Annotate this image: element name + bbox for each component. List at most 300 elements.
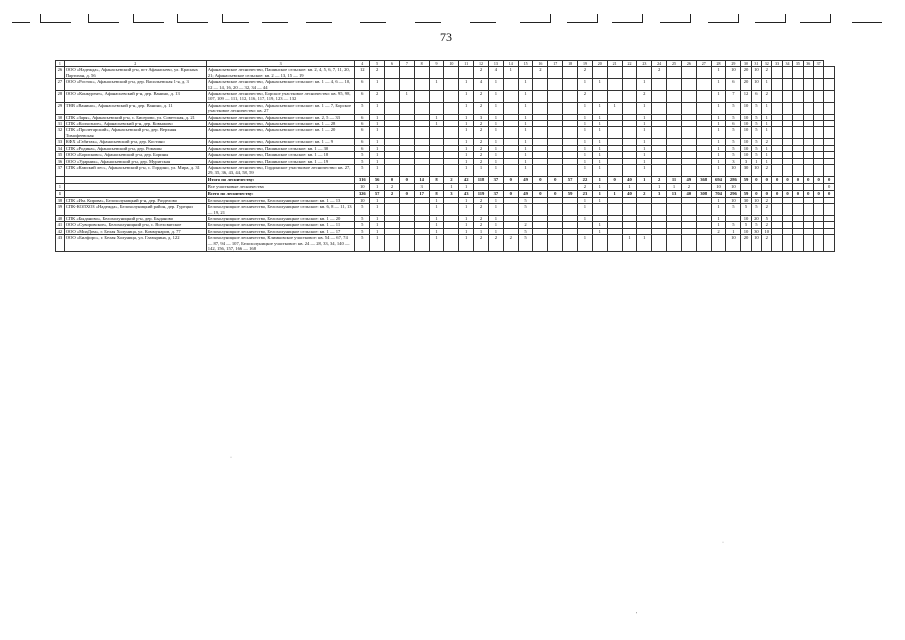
- table-cell: [824, 164, 835, 176]
- table-cell: 6: [726, 79, 741, 91]
- table-cell: 1: [637, 176, 652, 183]
- table-cell: [503, 79, 518, 91]
- table-cell: 1: [711, 152, 726, 158]
- table-cell: 1: [370, 127, 385, 139]
- table-cell: 43: [56, 235, 65, 252]
- table-cell: 5: [726, 102, 741, 114]
- table-cell: 2: [474, 102, 489, 114]
- table-cell: СПК «Заря», Афанасьевский р-н, с. Бисерово, ул. Советская, д. 21: [64, 114, 206, 120]
- table-cell: [637, 204, 652, 216]
- table-cell: 368: [696, 176, 711, 183]
- edge-mark: [12, 14, 30, 23]
- table-cell: 26: [56, 67, 65, 79]
- table-cell: 2: [637, 91, 652, 103]
- table-cell: [548, 235, 563, 252]
- table-cell: 10: [741, 114, 751, 120]
- table-cell: 0: [399, 190, 414, 197]
- table-cell: 10: [751, 67, 761, 79]
- column-header: 11: [459, 61, 474, 67]
- table-cell: [824, 91, 835, 103]
- table-cell: СПК «Пролетарский», Афанасьевский р-н, дер. Верхняя Тимофеевская: [64, 127, 206, 139]
- table-cell: 4: [474, 79, 489, 91]
- table-cell: 1: [592, 152, 607, 158]
- scan-speck: ·: [230, 455, 232, 461]
- table-cell: 1: [370, 79, 385, 91]
- table-cell: 1: [488, 158, 503, 164]
- table-cell: 0: [533, 176, 548, 183]
- table-cell: 1: [592, 114, 607, 120]
- table-row: [56, 164, 835, 176]
- table-cell: 1: [762, 152, 772, 158]
- table-cell: 59: [741, 176, 751, 183]
- table-cell: 1: [488, 79, 503, 91]
- scan-edge-marks: [0, 0, 905, 30]
- table-cell: Всего по лесничеству:: [206, 190, 355, 197]
- table-cell: [399, 102, 414, 114]
- table-cell: 33: [56, 139, 65, 145]
- column-header: 3: [206, 61, 355, 67]
- table-cell: 1: [459, 152, 474, 158]
- table-cell: [563, 164, 578, 176]
- column-header: 24: [652, 61, 667, 67]
- table-cell: [793, 164, 803, 176]
- table-cell: [667, 102, 682, 114]
- table-cell: [696, 235, 711, 252]
- table-cell: [548, 127, 563, 139]
- table-cell: 1: [578, 114, 593, 120]
- table-cell: 1: [459, 127, 474, 139]
- table-cell: 1: [578, 164, 593, 176]
- table-cell: 2: [518, 222, 533, 228]
- table-cell: 1: [518, 102, 533, 114]
- table-cell: 30: [741, 197, 751, 203]
- table-cell: [429, 67, 444, 79]
- table-cell: 10: [726, 164, 741, 176]
- edge-mark: [755, 14, 786, 23]
- table-cell: 2: [762, 235, 772, 252]
- table-cell: ООО «Суворовское», Белохолуницкий р-н, с. Всехсвятское: [64, 222, 206, 228]
- table-cell: 5: [355, 215, 370, 221]
- table-cell: 3: [726, 158, 741, 164]
- table-cell: 0: [824, 176, 835, 183]
- column-header: 17: [548, 61, 563, 67]
- table-cell: [793, 204, 803, 216]
- table-cell: 1: [762, 158, 772, 164]
- table-cell: СПК-КОЛХОЗ «Надежда», Белохолуницкий район, дер. Гурецки: [64, 204, 206, 216]
- table-row: [56, 91, 835, 103]
- table-cell: [667, 204, 682, 216]
- table-cell: 1: [607, 190, 622, 197]
- table-cell: [444, 67, 459, 79]
- edge-mark: [40, 14, 71, 23]
- table-cell: 1: [622, 235, 637, 252]
- table-cell: 1: [488, 228, 503, 234]
- table-cell: ООО «Билфорс», г. Белая Холуница, ул. Глазырина, д. 122: [64, 235, 206, 252]
- table-cell: 49: [681, 176, 696, 183]
- table-cell: 1: [592, 139, 607, 145]
- table-cell: 1: [578, 235, 593, 252]
- table-cell: 27: [56, 79, 65, 91]
- table-cell: 5: [751, 114, 761, 120]
- table-cell: [782, 204, 792, 216]
- table-cell: 1: [578, 121, 593, 127]
- table-cell: 2: [474, 235, 489, 252]
- table-cell: 10: [741, 152, 751, 158]
- table-cell: 1: [370, 139, 385, 145]
- table-cell: 20: [741, 79, 751, 91]
- table-cell: [414, 102, 429, 114]
- table-cell: [503, 102, 518, 114]
- table-cell: 1: [488, 91, 503, 103]
- table-cell: 5: [355, 235, 370, 252]
- table-cell: 0: [548, 176, 563, 183]
- table-cell: [622, 204, 637, 216]
- table-cell: [414, 79, 429, 91]
- table-cell: 1: [637, 114, 652, 120]
- table-cell: [444, 204, 459, 216]
- table-cell: 40: [56, 215, 65, 221]
- column-header: 12: [474, 61, 489, 67]
- column-header: 16: [533, 61, 548, 67]
- table-cell: 1: [652, 183, 667, 190]
- table-cell: 10: [726, 235, 741, 252]
- table-cell: 1: [578, 102, 593, 114]
- table-cell: [444, 91, 459, 103]
- edge-mark: [567, 14, 598, 23]
- table-cell: [399, 67, 414, 79]
- table-cell: 5: [751, 222, 761, 228]
- edge-mark: [133, 14, 164, 23]
- table-cell: 1: [592, 145, 607, 151]
- table-cell: 286: [726, 176, 741, 183]
- table-cell: Белохолуницкое лесничество, Белохолуницкое сельское: кв. 1 — 17: [206, 228, 355, 234]
- table-cell: 0: [793, 190, 803, 197]
- table-cell: 1: [370, 158, 385, 164]
- total-row: [56, 176, 835, 183]
- table-cell: 5: [355, 204, 370, 216]
- table-cell: [793, 127, 803, 139]
- table-cell: [803, 164, 813, 176]
- table-cell: [793, 91, 803, 103]
- table-cell: [429, 127, 444, 139]
- table-cell: [696, 67, 711, 79]
- edge-mark: [470, 14, 496, 23]
- column-header: 21: [607, 61, 622, 67]
- table-row: [56, 204, 835, 216]
- table-cell: 1: [637, 158, 652, 164]
- table-cell: 1: [429, 215, 444, 221]
- table-cell: Белохолуницкое лесничество, Белохолуницкое сельское: кв. 1 — 20: [206, 215, 355, 221]
- edge-mark: [177, 14, 208, 23]
- table-cell: 1: [518, 164, 533, 176]
- table-cell: 38: [56, 197, 65, 203]
- table-cell: 5: [726, 204, 741, 216]
- table-cell: СПК «Камский лес», Афанасьевский р-н, с. Гордино, ул. Мира, д. 31: [64, 164, 206, 176]
- scan-speck: ·: [722, 540, 724, 546]
- table-cell: 2: [578, 67, 593, 79]
- table-cell: [533, 127, 548, 139]
- table-cell: 1: [488, 204, 503, 216]
- table-cell: 2: [488, 235, 503, 252]
- column-header: 26: [681, 61, 696, 67]
- table-cell: 2: [474, 215, 489, 221]
- table-cell: 1: [370, 152, 385, 158]
- table-cell: [681, 102, 696, 114]
- table-cell: [681, 164, 696, 176]
- table-cell: 1: [667, 183, 682, 190]
- table-cell: 10: [751, 79, 761, 91]
- table-cell: [548, 183, 563, 190]
- table-cell: ООО «МиаДом», г. Белая Холуница, ул. Коммунаров, д. 77: [64, 228, 206, 234]
- column-header: 22: [622, 61, 637, 67]
- table-cell: 1: [711, 204, 726, 216]
- table-cell: 6: [355, 91, 370, 103]
- table-cell: 1: [592, 228, 607, 234]
- edge-mark: [708, 14, 739, 23]
- table-cell: [385, 127, 400, 139]
- table-cell: [637, 67, 652, 79]
- table-cell: [793, 79, 803, 91]
- table-cell: [548, 204, 563, 216]
- total-row: [56, 190, 835, 197]
- table-cell: 1: [459, 215, 474, 221]
- table-cell: [563, 204, 578, 216]
- edge-mark: [660, 14, 691, 23]
- table-cell: [607, 164, 622, 176]
- table-cell: 3: [414, 183, 429, 190]
- table-cell: 49: [518, 190, 533, 197]
- table-cell: 1: [429, 222, 444, 228]
- table-cell: 1: [459, 102, 474, 114]
- table-cell: [563, 235, 578, 252]
- table-cell: [399, 204, 414, 216]
- table-cell: [414, 91, 429, 103]
- table-cell: 20: [741, 235, 751, 252]
- table-cell: [592, 204, 607, 216]
- table-cell: [681, 91, 696, 103]
- column-header: 36: [803, 61, 813, 67]
- table-cell: 10: [741, 127, 751, 139]
- table-cell: [64, 176, 206, 183]
- column-header: 28: [711, 61, 726, 67]
- column-header: 32: [762, 61, 772, 67]
- table-cell: [772, 91, 782, 103]
- table-cell: 2: [474, 204, 489, 216]
- table-cell: 43: [459, 190, 474, 197]
- table-cell: 0: [762, 176, 772, 183]
- table-cell: [399, 79, 414, 91]
- table-cell: 2: [711, 228, 726, 234]
- scan-speck: ': [636, 612, 638, 618]
- table-cell: [813, 102, 823, 114]
- column-header: 31: [751, 61, 761, 67]
- table-cell: 1: [592, 121, 607, 127]
- table-cell: 23: [578, 190, 593, 197]
- table-cell: 1: [711, 67, 726, 79]
- table-cell: [563, 127, 578, 139]
- table-cell: 1: [592, 158, 607, 164]
- table-cell: [533, 91, 548, 103]
- table-cell: 1: [711, 158, 726, 164]
- table-cell: 1: [592, 183, 607, 190]
- edge-mark: [360, 14, 386, 23]
- forest-allocation-table: [55, 60, 835, 252]
- table-cell: 0: [824, 183, 835, 190]
- table-cell: [533, 183, 548, 190]
- table-cell: 1: [518, 91, 533, 103]
- table-cell: 1: [503, 67, 518, 79]
- table-cell: 1: [370, 145, 385, 151]
- table-cell: [652, 235, 667, 252]
- table-cell: 1: [578, 152, 593, 158]
- table-cell: [824, 102, 835, 114]
- table-cell: [696, 183, 711, 190]
- table-cell: 6: [355, 145, 370, 151]
- table-cell: 10: [726, 183, 741, 190]
- table-cell: [813, 127, 823, 139]
- table-cell: Афанасьевское лесничество, Пашинское сельское: кв. 2, 4, 5, 6, 7, 11, 20, 21; Афанасьевское сельское: кв. 2 — 13, 15 — 19: [206, 67, 355, 79]
- table-cell: 2: [503, 235, 518, 252]
- table-cell: 1: [518, 152, 533, 158]
- table-cell: ООО «Ударник», Афанасьевский р-н, дер. Мурятская: [64, 158, 206, 164]
- table-cell: [813, 204, 823, 216]
- table-cell: [696, 127, 711, 139]
- column-header: 15: [518, 61, 533, 67]
- table-cell: 2: [762, 222, 772, 228]
- table-cell: [762, 183, 772, 190]
- column-header: 4: [355, 61, 370, 67]
- table-cell: 1: [711, 145, 726, 151]
- table-cell: 12: [741, 91, 751, 103]
- column-header: 14: [503, 61, 518, 67]
- table-cell: [444, 127, 459, 139]
- table-cell: 1: [762, 114, 772, 120]
- table-cell: [652, 79, 667, 91]
- table-cell: Итого по лесничеству:: [206, 176, 355, 183]
- table-cell: [622, 164, 637, 176]
- table-cell: Все участковые лесничества: [206, 183, 355, 190]
- table-cell: 1: [370, 121, 385, 127]
- table-cell: 17: [414, 190, 429, 197]
- table-cell: 2: [474, 145, 489, 151]
- column-header: 23: [637, 61, 652, 67]
- table-cell: [681, 235, 696, 252]
- table-cell: 2: [533, 67, 548, 79]
- table-cell: 5: [762, 215, 772, 221]
- table-cell: 1: [592, 197, 607, 203]
- table-cell: 1: [488, 222, 503, 228]
- table-cell: 10: [355, 197, 370, 203]
- table-cell: 1: [370, 164, 385, 176]
- table-cell: [803, 67, 813, 79]
- table-cell: 1: [637, 164, 652, 176]
- table-cell: [803, 91, 813, 103]
- table-cell: 10: [751, 197, 761, 203]
- table-cell: 41: [56, 222, 65, 228]
- table-cell: [533, 204, 548, 216]
- table-cell: Афанасьевское лесничество, Афанасьевское сельское: кв. 1 — 7, Борское участковое лесничество: кв. 27: [206, 102, 355, 114]
- table-cell: 1: [592, 176, 607, 183]
- table-cell: 1: [370, 204, 385, 216]
- table-cell: 2: [444, 176, 459, 183]
- table-cell: 59: [741, 190, 751, 197]
- edge-mark: [88, 14, 119, 23]
- table-cell: 1: [429, 204, 444, 216]
- table-cell: 31: [56, 121, 65, 127]
- table-cell: 49: [518, 176, 533, 183]
- table-cell: 1: [370, 183, 385, 190]
- table-cell: 6: [355, 127, 370, 139]
- column-header: 29: [726, 61, 741, 67]
- table-cell: Афанасьевское лесничество, Афанасьевское сельское: кв. 2, 5 — 33: [206, 114, 355, 120]
- table-cell: 8: [429, 190, 444, 197]
- table-cell: [793, 183, 803, 190]
- table-cell: 34: [56, 145, 65, 151]
- table-cell: 36: [56, 158, 65, 164]
- table-cell: 1: [622, 183, 637, 190]
- column-header: 19: [578, 61, 593, 67]
- table-cell: Афанасьевское лесничество, Пашинское сельское: кв. 1 — 18: [206, 152, 355, 158]
- table-cell: 56: [370, 176, 385, 183]
- table-cell: 40: [622, 190, 637, 197]
- column-header: 30: [741, 61, 751, 67]
- table-cell: 5: [355, 228, 370, 234]
- table-cell: 2: [474, 127, 489, 139]
- table-cell: [696, 102, 711, 114]
- table-cell: [782, 79, 792, 91]
- column-header: 35: [793, 61, 803, 67]
- table-cell: 5: [726, 114, 741, 120]
- column-header: 27: [696, 61, 711, 67]
- table-cell: 10: [741, 139, 751, 145]
- table-cell: 5: [518, 204, 533, 216]
- table-cell: 2: [762, 197, 772, 203]
- table-cell: 5: [751, 145, 761, 151]
- table-cell: [385, 91, 400, 103]
- table-cell: [782, 102, 792, 114]
- table-cell: [533, 164, 548, 176]
- table-cell: 2: [681, 183, 696, 190]
- table-cell: [622, 67, 637, 79]
- table-cell: 1: [488, 121, 503, 127]
- table-cell: [503, 204, 518, 216]
- table-row: [56, 127, 835, 139]
- table-cell: 8: [429, 176, 444, 183]
- table-cell: [607, 79, 622, 91]
- table-cell: 1: [637, 235, 652, 252]
- table-cell: [518, 183, 533, 190]
- table-cell: [813, 91, 823, 103]
- table-cell: [607, 183, 622, 190]
- table-cell: 1: [592, 79, 607, 91]
- table-cell: [533, 235, 548, 252]
- table-cell: СПК «Им. Кирова», Белохолуницкий р-н, дер. Разделово: [64, 197, 206, 203]
- table-cell: [803, 102, 813, 114]
- table-row: [56, 102, 835, 114]
- table-cell: 6: [355, 79, 370, 91]
- table-cell: 0: [803, 190, 813, 197]
- table-cell: 37: [488, 190, 503, 197]
- table-cell: [548, 67, 563, 79]
- table-cell: 0: [503, 190, 518, 197]
- table-cell: 0: [803, 176, 813, 183]
- table-cell: 1: [459, 204, 474, 216]
- table-cell: [824, 67, 835, 79]
- table-cell: Белохолуницкое лесничество, Белохолуницкое сельское: кв. 1 — 13: [206, 197, 355, 203]
- table-cell: 10: [726, 67, 741, 79]
- table-cell: 0: [793, 176, 803, 183]
- table-cell: [444, 102, 459, 114]
